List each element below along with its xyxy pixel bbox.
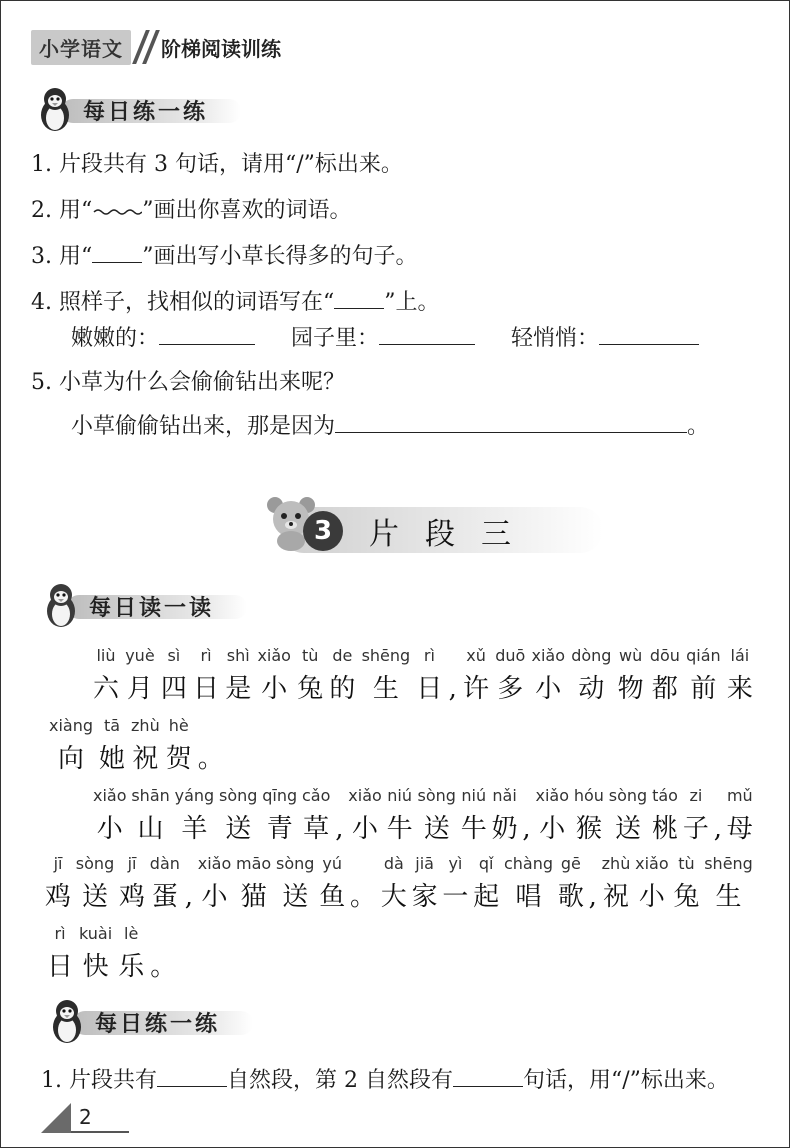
passage-char <box>257 643 291 709</box>
passage-line <box>45 851 753 917</box>
passage-char <box>79 921 112 987</box>
passage-char <box>492 783 518 849</box>
passage-char <box>319 851 345 917</box>
practice-section-header-2 <box>47 997 247 1047</box>
pinyin: qián <box>686 646 721 665</box>
hanzi: 小 <box>201 882 228 912</box>
passage-char <box>236 851 271 917</box>
passage-char <box>297 643 323 709</box>
answer-blank[interactable] <box>379 325 475 345</box>
passage-char <box>45 851 71 917</box>
hanzi: 送 <box>282 882 309 912</box>
hanzi: 奶 <box>491 814 518 844</box>
passage-char <box>99 713 125 779</box>
pinyin: niú <box>387 786 413 805</box>
hanzi: 小 <box>638 882 665 912</box>
reading-section-header <box>41 581 241 631</box>
hanzi: 六 <box>93 674 120 704</box>
hanzi: 。 <box>350 882 377 912</box>
passage-char <box>558 851 584 917</box>
hanzi: 草 <box>303 814 330 844</box>
passage-char <box>461 783 487 849</box>
passage-char <box>504 851 553 917</box>
hanzi: 鱼 <box>319 882 346 912</box>
pinyin: sòng <box>219 786 258 805</box>
pinyin: dōu <box>649 646 680 665</box>
hanzi: 四 <box>160 674 187 704</box>
pinyin: cǎo <box>301 786 331 805</box>
hanzi: 牛 <box>386 814 413 844</box>
pinyin: lè <box>124 924 139 943</box>
hanzi: 日 <box>47 952 74 982</box>
hanzi: 乐 <box>118 952 145 982</box>
passage-char <box>381 851 407 917</box>
passage-char <box>166 713 192 779</box>
hanzi: 山 <box>137 814 164 844</box>
passage-char <box>571 643 611 709</box>
hanzi: 送 <box>82 882 109 912</box>
passage-char <box>119 851 145 917</box>
pinyin: niú <box>461 786 487 805</box>
straight-underline-blank <box>92 243 142 263</box>
pinyin: rì <box>200 646 212 665</box>
hanzi: , <box>588 882 597 912</box>
passage-char <box>262 783 297 849</box>
passage-char <box>536 783 570 849</box>
pinyin: yú <box>322 854 343 873</box>
passage-char <box>335 783 343 849</box>
passage-char <box>219 783 257 849</box>
hanzi: 一 <box>442 882 469 912</box>
pinyin: jī <box>53 854 63 873</box>
pinyin: xiǎo <box>531 646 566 665</box>
passage-char <box>589 851 597 917</box>
passage-char <box>387 783 413 849</box>
pinyin: zhù <box>131 716 160 735</box>
hanzi: 是 <box>225 674 252 704</box>
hanzi: 的 <box>329 674 356 704</box>
pinyin: dà <box>383 854 404 873</box>
hanzi: 鸡 <box>45 882 72 912</box>
hanzi: 。 <box>150 952 177 982</box>
hanzi: 前 <box>690 674 717 704</box>
hanzi: 生 <box>715 882 742 912</box>
hanzi: 母 <box>726 814 753 844</box>
pinyin: yì <box>448 854 463 873</box>
hanzi: , <box>713 814 722 844</box>
passage-char <box>635 851 669 917</box>
hanzi: 家 <box>411 882 438 912</box>
question-3: 3. 用“ ”画出写小草长得多的句子。 <box>31 244 418 269</box>
hanzi: 祝 <box>602 882 629 912</box>
passage-char <box>76 851 114 917</box>
hanzi: 桃 <box>652 814 679 844</box>
answer-blank[interactable] <box>159 325 255 345</box>
pinyin: hóu <box>573 786 604 805</box>
passage-char <box>609 783 647 849</box>
question-4-examples: 嫩嫩的： 园子里： 轻悄悄： <box>71 321 699 352</box>
hanzi: 贺 <box>165 744 192 774</box>
hanzi: 都 <box>651 674 678 704</box>
passage-char <box>574 783 604 849</box>
hanzi: 来 <box>726 674 753 704</box>
hanzi: 大 <box>380 882 407 912</box>
passage-line <box>93 643 753 709</box>
passage-char <box>727 783 753 849</box>
passage-char <box>449 643 457 709</box>
pinyin: rì <box>54 924 66 943</box>
pinyin: hè <box>168 716 189 735</box>
question-1: 1. 片段共有 3 句话，请用“/”标出来。 <box>31 152 403 177</box>
hanzi: 猫 <box>240 882 267 912</box>
pinyin: liù <box>96 646 116 665</box>
pinyin: dàn <box>149 854 180 873</box>
pinyin: shēng <box>361 646 411 665</box>
hanzi: 小 <box>539 814 566 844</box>
passage-char <box>652 783 678 849</box>
passage-char <box>225 643 251 709</box>
hanzi: , <box>522 814 531 844</box>
pinyin: xiàng <box>49 716 94 735</box>
answer-blank[interactable] <box>335 413 687 433</box>
hanzi: 小 <box>261 674 288 704</box>
passage-line <box>49 713 249 779</box>
passage-char <box>185 851 193 917</box>
hanzi: 兔 <box>297 674 324 704</box>
pinyin: yáng <box>174 786 215 805</box>
passage-char <box>673 851 699 917</box>
pinyin: xiǎo <box>348 786 382 805</box>
pinyin: xiǎo <box>257 646 291 665</box>
hanzi: 多 <box>497 674 524 704</box>
practice-section-header <box>35 85 235 135</box>
pinyin: mǔ <box>726 786 753 805</box>
answer-blank[interactable] <box>453 1067 523 1087</box>
hanzi: 羊 <box>181 814 208 844</box>
passage-char <box>175 783 215 849</box>
pinyin: rì <box>423 646 435 665</box>
pinyin: xiǎo <box>197 854 232 873</box>
chapter-name: 片段三 <box>369 517 537 552</box>
pinyin: tā <box>103 716 121 735</box>
page-number: 2 <box>79 1105 92 1129</box>
pinyin: chàng <box>503 854 554 873</box>
passage-char <box>350 851 376 917</box>
practice-title: 每日练一练 <box>83 99 209 125</box>
hanzi: 送 <box>225 814 252 844</box>
passage-char <box>93 783 127 849</box>
hanzi: 日 <box>193 674 220 704</box>
passage-char <box>93 643 119 709</box>
passage-char <box>532 643 566 709</box>
pinyin: shēng <box>704 854 753 873</box>
hanzi: 猴 <box>575 814 602 844</box>
pinyin: wù <box>619 646 643 665</box>
passage-char <box>522 783 530 849</box>
pinyin: jī <box>127 854 137 873</box>
passage-char <box>198 851 232 917</box>
hanzi: 蛋 <box>151 882 178 912</box>
pinyin: xiǎo <box>535 786 570 805</box>
hanzi: 小 <box>352 814 379 844</box>
pinyin: qǐ <box>478 854 494 873</box>
penguin-icon <box>47 997 87 1045</box>
pinyin: zhù <box>601 854 631 873</box>
hanzi: 送 <box>423 814 450 844</box>
passage-char <box>49 713 93 779</box>
hanzi: 兔 <box>673 882 700 912</box>
hanzi: , <box>335 814 344 844</box>
hanzi: 小 <box>535 674 562 704</box>
hanzi: 子 <box>682 814 709 844</box>
passage-char <box>362 643 411 709</box>
pinyin: jiā <box>415 854 434 873</box>
hanzi: 青 <box>266 814 293 844</box>
hanzi: 祝 <box>132 744 159 774</box>
passage-char <box>683 783 709 849</box>
hanzi: 歌 <box>557 882 584 912</box>
hanzi: 起 <box>473 882 500 912</box>
passage-char <box>463 643 489 709</box>
answer-blank[interactable] <box>599 325 699 345</box>
penguin-icon <box>41 581 81 629</box>
passage-char <box>118 921 144 987</box>
question-5-answer: 小草偷偷钻出来，那是因为 。 <box>71 414 710 439</box>
passage-char <box>131 783 169 849</box>
passage-char <box>47 921 73 987</box>
pinyin: zi <box>689 786 703 805</box>
passage-char <box>412 851 438 917</box>
question-4: 4. 照样子，找相似的词语写在“ ”上。 <box>31 290 440 315</box>
passage-char <box>417 783 455 849</box>
passage-char <box>302 783 330 849</box>
answer-blank[interactable] <box>157 1067 227 1087</box>
pinyin: duō <box>495 646 526 665</box>
bottom-question-1: 1. 片段共有 自然段，第 2 自然段有 句话，用“/”标出来。 <box>41 1068 729 1093</box>
subject-tag: 小学语文 <box>31 30 131 65</box>
penguin-icon <box>35 85 75 133</box>
hanzi: 日 <box>416 674 443 704</box>
pinyin: yuè <box>125 646 155 665</box>
hanzi: 向 <box>58 744 85 774</box>
hanzi: , <box>448 674 457 704</box>
wavy-underline-icon <box>92 197 142 217</box>
pinyin: xǔ <box>466 646 486 665</box>
pinyin: xiǎo <box>635 854 669 873</box>
hanzi: 牛 <box>460 814 487 844</box>
straight-underline-blank <box>334 289 384 309</box>
slash-divider-icon <box>131 30 161 64</box>
chapter-title <box>263 493 537 553</box>
pinyin: kuài <box>79 924 113 943</box>
hanzi: 她 <box>99 744 126 774</box>
passage-char <box>198 713 224 779</box>
pinyin: de <box>332 646 353 665</box>
hanzi: 物 <box>617 674 644 704</box>
hanzi: 生 <box>372 674 399 704</box>
passage-char <box>442 851 468 917</box>
pinyin: tù <box>678 854 695 873</box>
passage-char <box>650 643 680 709</box>
hanzi: 动 <box>578 674 605 704</box>
pinyin: sòng <box>75 854 115 873</box>
hanzi: 许 <box>463 674 490 704</box>
practice-title-2: 每日练一练 <box>95 1011 221 1037</box>
passage-char <box>276 851 314 917</box>
pinyin: qīng <box>262 786 298 805</box>
hanzi: 月 <box>126 674 153 704</box>
pinyin: shì <box>226 646 250 665</box>
passage-char <box>329 643 355 709</box>
passage-char <box>348 783 382 849</box>
passage-line <box>47 921 187 987</box>
question-2: 2. 用“ ”画出你喜欢的词语。 <box>31 198 352 223</box>
pinyin: gē <box>560 854 581 873</box>
passage-char <box>193 643 219 709</box>
pinyin: dòng <box>571 646 612 665</box>
book-title: 阶梯阅读训练 <box>161 36 281 61</box>
pinyin: māo <box>236 854 272 873</box>
passage-char <box>714 783 722 849</box>
passage-line <box>93 783 753 849</box>
hanzi: 快 <box>82 952 109 982</box>
passage-char <box>704 851 753 917</box>
passage-char <box>618 643 644 709</box>
passage-char <box>602 851 631 917</box>
pinyin: nǎi <box>492 786 517 805</box>
pinyin: sòng <box>608 786 648 805</box>
hanzi: 鸡 <box>119 882 146 912</box>
page-footer <box>41 1099 131 1133</box>
question-5: 5. 小草为什么会偷偷钻出来呢？ <box>31 370 345 395</box>
passage-char <box>125 643 154 709</box>
passage-char <box>416 643 442 709</box>
passage-char <box>686 643 721 709</box>
pinyin: sòng <box>276 854 315 873</box>
pinyin: sì <box>167 646 181 665</box>
passage-char <box>150 851 180 917</box>
hanzi: 。 <box>197 744 224 774</box>
passage-char <box>727 643 753 709</box>
hanzi: 小 <box>96 814 123 844</box>
pinyin: xiǎo <box>93 786 127 805</box>
hanzi: 唱 <box>515 882 542 912</box>
chapter-number: 3 <box>303 511 343 551</box>
passage-char <box>131 713 160 779</box>
hanzi: , <box>184 882 193 912</box>
pinyin: táo <box>652 786 678 805</box>
reading-title: 每日读一读 <box>89 595 215 621</box>
passage-char <box>150 921 176 987</box>
passage-char <box>495 643 525 709</box>
pinyin: shān <box>131 786 170 805</box>
passage-char <box>161 643 187 709</box>
pinyin: tù <box>301 646 319 665</box>
hanzi: 送 <box>614 814 641 844</box>
pinyin: sòng <box>417 786 456 805</box>
passage-char <box>473 851 499 917</box>
page-header <box>31 29 281 65</box>
pinyin: lái <box>730 646 750 665</box>
